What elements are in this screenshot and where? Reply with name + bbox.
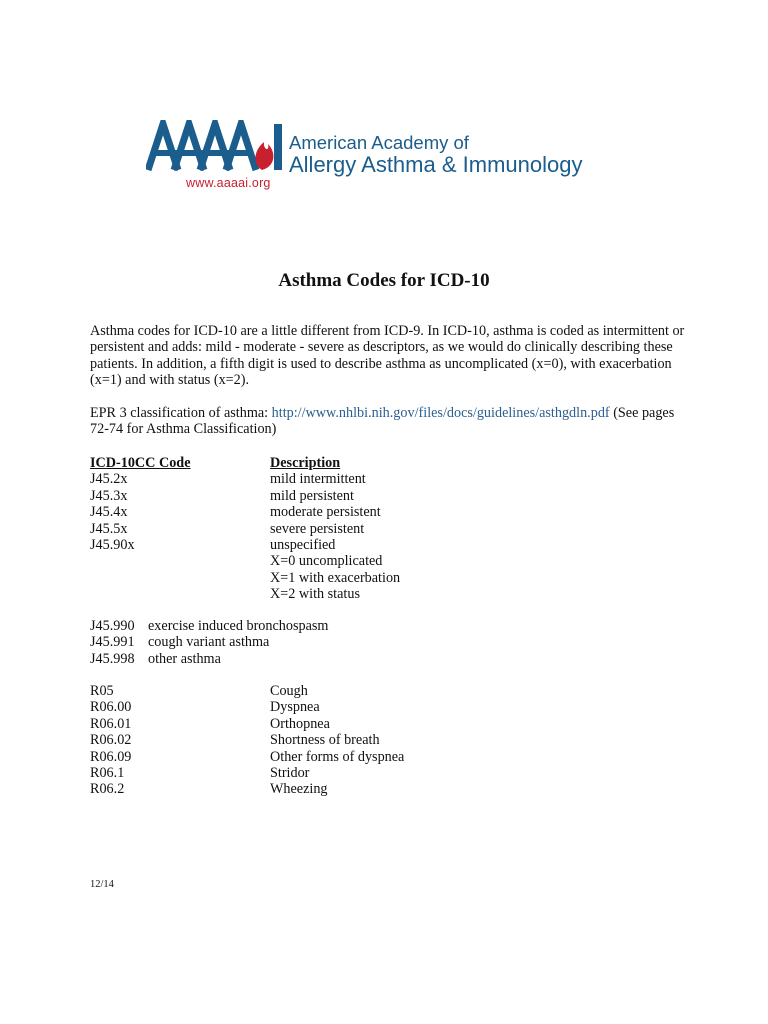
row-code: J45.3x (90, 487, 128, 504)
page-title: Asthma Codes for ICD-10 (278, 270, 490, 291)
table-row (90, 683, 308, 699)
table-row (90, 487, 354, 504)
row-code: J45.2x (90, 471, 128, 488)
row-description: moderate persistent (270, 504, 381, 521)
org-name-line1: American Academy of (289, 132, 469, 153)
table-row (90, 537, 336, 553)
row-description: X=2 with status (270, 586, 360, 603)
code-column-header: ICD-10CC Code (90, 455, 191, 471)
row-description: other asthma (148, 650, 221, 667)
row-code: R06.2 (90, 781, 125, 798)
row-description: severe persistent (270, 520, 365, 537)
table-row (90, 520, 365, 537)
table-row (90, 748, 405, 765)
table-row (90, 699, 320, 716)
row-code: J45.90x (90, 537, 135, 553)
epr-suffix: (See pages 72-74 for Asthma Classification) (90, 405, 675, 438)
row-description: Orthopnea (270, 715, 330, 732)
intro-paragraph: Asthma codes for ICD-10 are a little different from ICD-9. In ICD-10, asthma is coded as intermittent or persistent and adds: mild - moderate - severe as descriptors, as we would do clinically describing these patients. In addition, a fifth digit is used to describe asthma as uncomplicated (x=0), with exacerbation (x=1) and with status (x=2). (90, 323, 685, 389)
row-description: cough variant asthma (148, 634, 270, 651)
row-description: mild persistent (270, 487, 354, 504)
table-row (90, 715, 330, 732)
aaaai-logo (146, 112, 586, 196)
row-code: R06.1 (90, 765, 125, 781)
row-description: Shortness of breath (270, 732, 380, 749)
row-code: R06.01 (90, 715, 132, 732)
row-description: Stridor (270, 765, 310, 781)
row-code: J45.4x (90, 504, 128, 521)
list-item (90, 618, 328, 634)
row-code: J45.990 (90, 618, 135, 634)
row-description: unspecified (270, 537, 336, 553)
row-code: R05 (90, 683, 114, 699)
row-code: R06.00 (90, 699, 132, 716)
row-code: J45.998 (90, 650, 135, 667)
row-description: exercise induced bronchospasm (148, 618, 329, 634)
org-url[interactable]: www.aaaai.org (186, 176, 271, 190)
table-row (90, 732, 380, 749)
row-description: Dyspnea (270, 699, 320, 716)
row-description: X=0 uncomplicated (270, 553, 383, 570)
table-row (90, 781, 328, 798)
table-row (90, 471, 366, 488)
epr-prefix: EPR 3 classification of asthma: (90, 405, 272, 421)
row-code: R06.09 (90, 748, 132, 765)
row-code: J45.991 (90, 634, 135, 651)
description-column-header: Description (270, 455, 341, 471)
row-description: Wheezing (270, 781, 328, 798)
row-description: Cough (270, 683, 308, 699)
row-description: X=1 with exacerbation (270, 569, 401, 586)
epr-paragraph (90, 405, 690, 438)
list-item (90, 651, 221, 667)
list-item (90, 634, 269, 650)
table-row (90, 765, 310, 781)
row-code: J45.5x (90, 520, 128, 537)
footer-date: 12/14 (90, 879, 114, 890)
row-description: Other forms of dyspnea (270, 748, 405, 765)
row-code: R06.02 (90, 732, 132, 749)
guidelines-link[interactable]: http://www.nhlbi.nih.gov/files/docs/guidelines/asthgdln.pdf (271, 405, 610, 421)
table-row (90, 504, 381, 521)
table-header (90, 455, 341, 471)
org-name-line2: Allergy Asthma & Immunology (289, 152, 583, 177)
aaaai-wordmark-logo (146, 120, 286, 172)
row-description: mild intermittent (270, 471, 366, 488)
